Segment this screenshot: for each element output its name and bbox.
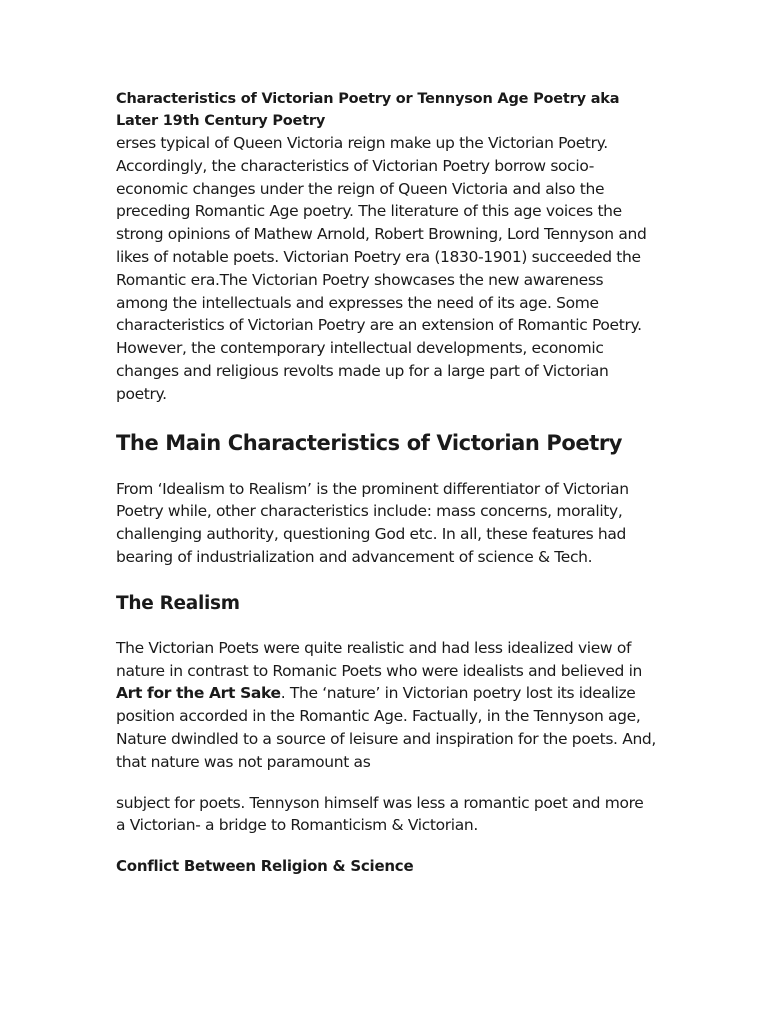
realism-paragraph xyxy=(116,637,656,774)
realism-heading: The Realism xyxy=(116,592,240,614)
realism-text-start: The Victorian Poets were quite realistic and had less idealized view of nature in contrast to Romanic Poets who were idealists and believed in xyxy=(116,638,643,680)
main-characteristics-paragraph: From ‘Idealism to Realism’ is the prominent differentiator of Victorian Poetry while, other characteristics include: mass concerns, morality, challenging authority, questioning God etc. In all, these features had bearing of industrialization and advancement of science & Tech. xyxy=(116,479,629,566)
document-page xyxy=(116,88,656,877)
document-title: Characteristics of Victorian Poetry or Tennyson Age Poetry aka Later 19th Century Poetry xyxy=(116,91,620,129)
main-characteristics-heading: The Main Characteristics of Victorian Poetry xyxy=(116,430,623,455)
art-for-art-sake-phrase: Art for the Art Sake xyxy=(116,684,281,703)
realism-text-end: . The ‘nature’ in Victorian poetry lost its idealize position accorded in the Romantic Age. Factually, in the Tennyson age, Nature dwindled to a source of leisure and inspiration for the poets. And, that nature was not paramount as xyxy=(116,684,656,771)
realism-continuation-paragraph: subject for poets. Tennyson himself was less a romantic poet and more a Victorian- a bridge to Romanticism & Victorian. xyxy=(116,793,644,835)
intro-paragraph: erses typical of Queen Victoria reign make up the Victorian Poetry. Accordingly, the characteristics of Victorian Poetry borrow socio-economic changes under the reign of Queen Victoria and also the preceding Romantic Age poetry. The literature of this age voices the strong opinions of Mathew Arnold, Robert Browning, Lord Tennyson and likes of notable poets. Victorian Poetry era (1830-1901) succeeded the Romantic era.The Victorian Poetry showcases the new awareness among the intellectuals and expresses the need of its age. Some characteristics of Victorian Poetry are an extension of Romantic Poetry. However, the contemporary intellectual developments, economic changes and religious revolts made up for a large part of Victorian poetry. xyxy=(116,134,647,403)
conflict-heading: Conflict Between Religion & Science xyxy=(116,857,414,876)
